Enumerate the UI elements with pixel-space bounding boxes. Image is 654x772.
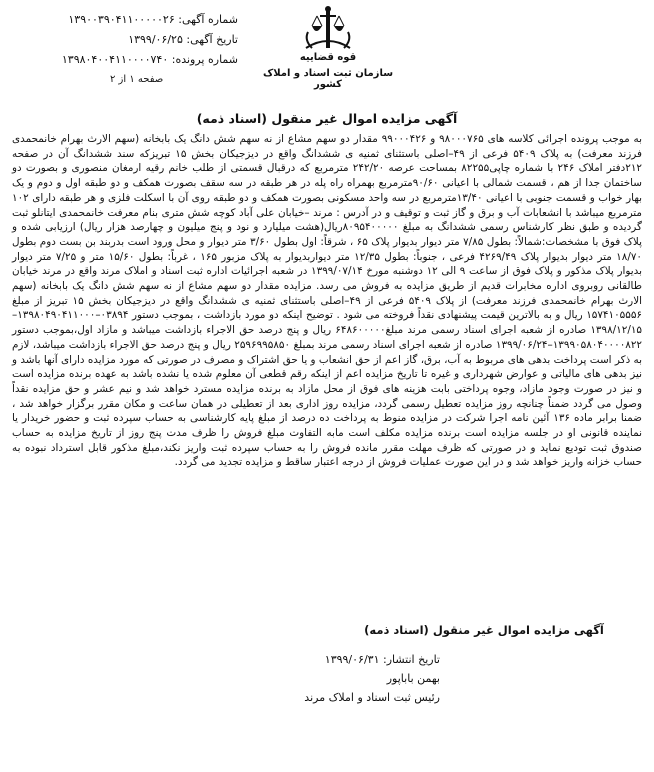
case-number: ۱۳۹۸۰۴۰۰۴۱۱۰۰۰۰۷۴۰ [61, 53, 169, 66]
judiciary-emblem-icon [298, 4, 358, 54]
notice-date-row [8, 30, 238, 50]
signer-name: بهمن باباپور [386, 672, 440, 685]
publish-date-label: تاریخ انتشار: [382, 653, 440, 666]
notice-body: به موجب پرونده اجرائی کلاسه های ۹۸۰۰۰۷۶۵ و ۹۹۰۰۰۴۲۶ مقدار دو سهم مشاع از نه سهم شش دانگ یک بابخانه (سهم الارث بهرام خانمحمدی فرزند معرفت) به پلاک ۵۴۰۹ فرعی از ۴۹–اصلی باستثنای ثمنیه ی ششدانگ واقع در دیزجیکان بخش ۱۵ تبریزکه سند ششدانگ آن در صفحه ۲۱۲دفتر املاک ۲۴۶ با شماره چاپی۸۲۲۵۵ بمساحت عرصه ۲۴۲/۲۰ مترمربع که درقبال قسمتی از طلب خانم رقیه ارمغان منصوری و بصورت دو ساختمان جدا از هم ، قسمت شمالی با اعیانی ۹۰/۶۰مترمربع بهمراه راه پله در هر طبقه در سه سقف بصورت همکف و دو طبقه اول و دوم و یک بهار خواب و قسمت جنوبی با اعیانی ۱۳/۴۰مترمربع در سه واحد مسکونی بصورت همکف و دو طبقه روی آن با اسکلت فلزی و هر طبقه دارای ۱۰۲ مترمربع میباشد با انشعابات آب و برق و گاز ثبت و توقیف و در آدرس : مرند –خیابان علی آباد کوچه شش متری بنام معرفت خانمحمدی ایتانلو ثبت گردیده و طبق نظر کارشناس رسمی ششدانگ به مبلغ ۸۰۹۵۴۰۰۰۰۰ریال(هشت میلیارد و نود و پنج میلیون و چهارصد هزار ریال) ارزیابی شده و پلاک فوق با مشخصات:شمالاً: بطول ۷/۸۵ متر دیوار بدیوار پلاک ۶۵ ، شرقاً: اول بطول ۳/۶۰ متر دیوار و محل ورود است بدربند بن بست دوم بطول ۱۸/۷۰ متر دیوار بدیوار پلاک ۴۲۶۹/۴۹ فرعی ، جنوباً: بطول ۱۲/۳۵ متر دیواربدیوار به پلاک مزبور ۱۶۵ ، غرباً: بطول ۱۵/۶۰ متر و ۷/۲۵ متر دیوار بدیوار پلاک مذکور و پلاک فوق از ساعت ۹ الی ۱۲ دوشنبه مورخ ۱۳۹۹/۰۷/۱۴ در شعبه اجرائیات اداره ثبت اسناد و املاک مرند واقع در مرند خیابان طالقانی روبروی اداره مخابرات قدیم از طریق مزایده به فروش می رسد. مزایده مقدار دو سهم مشاع از نه سهم شش دانگ یک بابخانه (سهم الارث بهرام خانمحمدی فرزند معرفت) از پلاک ۵۴۰۹ فرعی از ۴۹–اصلی باستثنای ثمنیه ی ششدانگ واقع در دیزجیکان بخش ۱۵ تبریز از مبلغ ۱۵۷۴۱۰۵۵۵۶ ریال و به بالاترین قیمت پیشنهادی نقداً فروخته می شود . توضیح اینکه دو مورد بازداشت ، بموجب دستور ۰۳۸۹۴–۱۳۹۸۰۴۹۰۴۱۱۰۰۰–۱۳۹۸/۱۲/۱۵ صادره از شعبه اجرای اسناد رسمی مرند مبلغ۶۴۸۶۰۰۰۰۰ ریال و پنج درصد حق الاجراء بازداشت میباشد و مازاد اول،بموجب دستور ۱۳۹۹۰۵۸۰۴۰۰۰۰۸۲۲–۱۳۹۹/۰۶/۲۴ صادره از شعبه اجرای اسناد رسمی مرند بمبلغ ۲۵۹۶۹۹۵۸۵۰ ریال و پنج درصد حق الاجراء بازداشت میباشد، لازم به ذکر است پرداخت بدهی های مربوط به آب، برق، گاز اعم از حق انشعاب و یا حق اشتراک و مصرف در صورتی که مورد مزایده دارای آنها باشد و نیز بدهی های مالیاتی و عوارض شهرداری و غیره تا تاریخ مزایده اعم از اینکه رقم قطعی آن معلوم شده یا نشده باشد به عهده برنده مزایده است و نیز در صورت وجود مازاد، وجوه پرداختی بابت هزینه های فوق از محل مازاد به برنده مزایده مسترد خواهد شد و نیم عشر و حق مزایده نقداً وصول می گردد ضمناً چنانچه روز مزایده تعطیل رسمی گردد، مزایده روز اداری بعد از تعطیلی در همان ساعت و مکان مقرر برگزار خواهد شد ، ضمنا برابر ماده ۱۳۶ آئین نامه اجرا شرکت در مزایده منوط به پرداخت ده درصد از مبلغ پایه کارشناسی به حساب سپرده ثبت و حضور خریدار یا نماینده قانونی او در جلسه مزایده است برنده مزایده مکلف است مابه التفاوت مبلغ فروش را ظرف مدت پنج روز از تاریخ مزایده به حساب صندوق ثبت تودیع نماید و در صورتی که ظرف مهلت مقرر مانده فروش را به حساب سپرده ثبت واریز نکند،مبلغ مذکور قابل استرداد نبوده به حساب خزانه واریز خواهد شد و در این صورت عملیات فروش از درجه اعتبار ساقط و مزایده تجدید می گردد. [12, 133, 643, 469]
org-name-judiciary: قوه قضاییه [299, 52, 357, 63]
case-number-label: شماره پرونده: [171, 53, 238, 66]
publish-date-row [190, 650, 440, 669]
footer-title [20, 623, 634, 637]
case-number-row [8, 50, 238, 70]
notice-number-row [8, 10, 238, 30]
notice-number: ۱۳۹۰۰۳۹۰۴۱۱۰۰۰۰۰۲۶ [68, 13, 175, 26]
footer-title-text: آگهی مزایده اموال غیر منقول (اسناد ذمه) [364, 623, 604, 637]
notice-number-label: شماره آگهی: [178, 13, 238, 26]
publish-date: ۱۳۹۹/۰۶/۳۱ [324, 653, 380, 666]
signer-title: رئیس ثبت اسناد و املاک مرند [304, 691, 440, 704]
signature-block [190, 650, 440, 707]
notice-title: آگهی مزایده اموال غیر منقول (اسناد ذمه) [196, 111, 458, 126]
notice-date: ۱۳۹۹/۰۶/۲۵ [128, 33, 183, 46]
page-indicator: صفحه ۱ از ۲ [110, 74, 164, 85]
header-meta [8, 10, 238, 70]
notice-date-label: تاریخ آگهی: [186, 33, 238, 46]
org-name-registry: سازمان ثبت اسناد و املاک کشور [262, 68, 394, 90]
